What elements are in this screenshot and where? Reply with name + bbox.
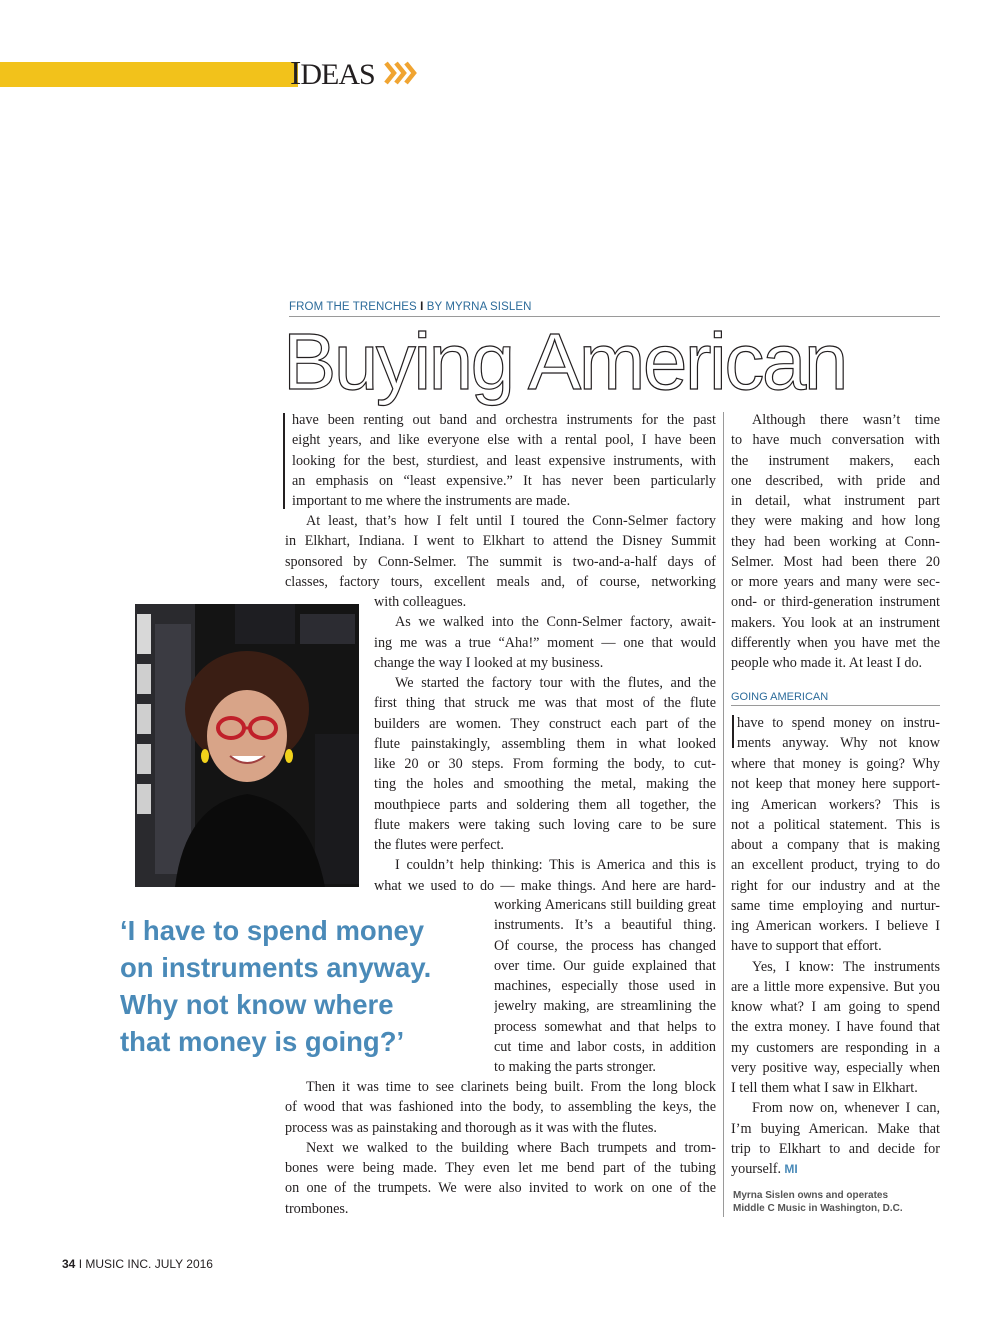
text-line: Selmer. Most had been there 20 (731, 553, 940, 570)
text-line: bones were being made. They even let me bend part of the tubing (285, 1160, 716, 1176)
kicker-section: FROM THE TRENCHES (289, 301, 417, 313)
text-line: where that money is going? Why (731, 756, 940, 772)
article-column-1-wrap (374, 592, 716, 896)
closing-word: yourself. (731, 1161, 782, 1177)
text-line: At least, that’s how I felt until I toured the Conn-Selmer factory (306, 513, 716, 529)
bio-line: Myrna Sislen owns and operates (733, 1190, 889, 1201)
text-line: ing me was a true “Aha!” moment — one that would (374, 634, 716, 651)
text-line: ments anyway. Why not know (737, 735, 940, 752)
text-line: they were making and how long (731, 513, 940, 530)
text-line: in detail, what instrument part (731, 493, 940, 509)
subhead-rule (731, 705, 940, 706)
text-line: I couldn’t help thinking: This is America and this is (395, 857, 716, 874)
article-kicker (289, 301, 532, 313)
text-line: the flutes were perfect. (374, 837, 504, 853)
text-line: over time. Our guide explained that (494, 957, 716, 974)
text-line: one described, with pride and (731, 472, 940, 489)
author-portrait-illustration (135, 604, 359, 887)
text-line: have been renting out band and orchestra instruments for the past (292, 412, 716, 428)
author-bio (733, 1190, 903, 1215)
kicker-byline: BY MYRNA SISLEN (426, 301, 532, 313)
text-line: the instrument makers, each (731, 452, 940, 469)
text-line: builders are women. They construct each part of the (374, 715, 716, 732)
page-number: 34 (62, 1257, 76, 1271)
text-line: Then it was time to see clarinets being built. From the long block (306, 1079, 716, 1095)
text-line: As we walked into the Conn-Selmer factory, await- (395, 614, 716, 631)
pull-quote (120, 912, 488, 1060)
section-label-initial: I (290, 55, 301, 92)
section-label-rest: DEAS (300, 58, 375, 91)
text-line: Yes, I know: The instruments (752, 958, 940, 975)
text-line: Next we walked to the building where Bach trumpets and trom- (306, 1139, 716, 1156)
text-line: I’m buying American. Make that (731, 1120, 940, 1137)
text-line: right for our industry and at the (731, 877, 940, 894)
dropcap-i-2 (732, 715, 734, 748)
text-line: about a company that is making (731, 837, 940, 853)
subhead: GOING AMERICAN (731, 691, 829, 703)
text-line: process somewhat and that helps to (494, 1018, 716, 1035)
text-line: ond- or third-generation instrument (731, 594, 940, 611)
text-line: people who made it. At least I do. (731, 655, 923, 671)
text-line: like 20 or 30 steps. From forming the body, to cut- (374, 756, 716, 772)
article-column-1-full (285, 511, 716, 592)
text-line: with colleagues. (374, 594, 467, 610)
text-line: in Elkhart, Indiana. I went to Elkhart to attend the Disney Summit (285, 533, 716, 550)
text-line: machines, especially those used in (494, 978, 716, 994)
text-line: what we used to do — make things. And here are hard- (374, 877, 716, 894)
text-line: to have much conversation with (731, 432, 940, 449)
text-line: important to me where the instruments are made. (292, 493, 571, 509)
text-line: ting the holes and smoothing the metal, making the (374, 776, 716, 793)
kicker-separator: I (416, 301, 427, 313)
article-column-2-rest (731, 754, 940, 1179)
text-line: From now on, whenever I can, (752, 1100, 940, 1117)
text-line: differently when you have met the (731, 634, 940, 651)
page-footer (62, 1257, 213, 1271)
text-line: an emphasis on “least expensive.” It has never been particularly (292, 472, 716, 489)
text-line: an excellent product, trying to do (731, 857, 940, 874)
article-column-2-lower (737, 713, 940, 754)
text-line: not a political statement. This is (731, 816, 940, 833)
text-line: trip to Elkhart to and decide for (731, 1140, 940, 1157)
article-title: Buying American (283, 317, 846, 406)
text-line: or more years and many were sec- (731, 574, 940, 590)
text-line: know what? I am going to spend (731, 999, 940, 1015)
text-line: I tell them what I saw in Elkhart. (731, 1080, 918, 1096)
text-line: very positive way, especially when (731, 1059, 940, 1076)
text-line (731, 1159, 940, 1179)
section-label (290, 55, 375, 92)
text-line: flute painstakingly, assembling them in what looked (374, 735, 716, 752)
text-line: they had been working at Conn- (731, 533, 940, 550)
text-line: makers. You look at an instrument (731, 614, 940, 631)
pull-quote-line: on instruments anyway. (120, 952, 432, 983)
text-line: trombones. (285, 1200, 349, 1217)
text-line: not keep that money here support- (731, 776, 940, 793)
article-column-1 (292, 410, 716, 511)
text-line: ing American workers? This is (731, 796, 940, 813)
bio-line: Middle C Music in Washington, D.C. (733, 1202, 903, 1214)
text-line: process was as painstaking and thorough as it was with the flutes. (285, 1119, 657, 1136)
pull-quote-line: that money is going?’ (120, 1026, 405, 1057)
column-divider (723, 412, 724, 1217)
text-line: the extra money. I have found that (731, 1019, 940, 1036)
article-column-1-bottom (285, 1077, 716, 1219)
text-line: Although there wasn’t time (752, 412, 940, 428)
text-line: classes, factory tours, excellent meals and, of course, networking (285, 573, 716, 590)
pull-quote-line: ‘I have to spend money (120, 915, 425, 946)
dropcap-i (283, 413, 285, 509)
text-line: on one of the trumpets. We were also invited to work on one of the (285, 1180, 716, 1197)
author-photo (135, 604, 359, 887)
text-line: flute makers were taking such loving care to be sure (374, 816, 716, 833)
text-line: looking for the best, sturdiest, and least expensive instruments, with (292, 452, 716, 469)
pull-quote-line: Why not know where (120, 989, 394, 1020)
text-line: change the way I looked at my business. (374, 654, 604, 671)
text-line: cut time and labor costs, in addition (494, 1038, 716, 1055)
text-line: same time employing and nurtur- (731, 897, 940, 914)
text-line: to making the parts stronger. (494, 1059, 656, 1075)
text-line: eight years, and like everyone else with a rental pool, I have been (292, 432, 716, 449)
text-line: mouthpiece parts and soldering them all together, the (374, 796, 716, 813)
publication-info: I MUSIC INC. JULY 2016 (75, 1257, 213, 1271)
text-line: first thing that struck me was that most of the flute (374, 695, 716, 712)
section-accent-bar (0, 62, 298, 87)
text-line: We started the factory tour with the flutes, and the (395, 675, 716, 691)
chevrons-icon (384, 58, 418, 88)
text-line: Of course, the process has changed (494, 937, 716, 954)
text-line: ing American workers. I believe I (731, 918, 940, 934)
text-line: have to spend money on instru- (737, 715, 940, 731)
end-mark: MI (781, 1162, 798, 1176)
text-line: are a little more expensive. But you (731, 978, 940, 995)
text-line: sponsored by Conn-Selmer. The summit is two-and-a-half days of (285, 553, 716, 570)
text-line: have to support that effort. (731, 938, 882, 955)
text-line: jewelry making, are streamlining the (494, 998, 716, 1015)
article-column-2 (731, 410, 940, 673)
text-line: of wood that was fashioned into the body, to assembling the keys, the (285, 1099, 716, 1116)
article-column-1-narrow (494, 895, 716, 1077)
text-line: my customers are responding in a (731, 1039, 940, 1056)
text-line: working Americans still building great (494, 897, 716, 913)
text-line: instruments. It’s a beautiful thing. (494, 917, 716, 934)
